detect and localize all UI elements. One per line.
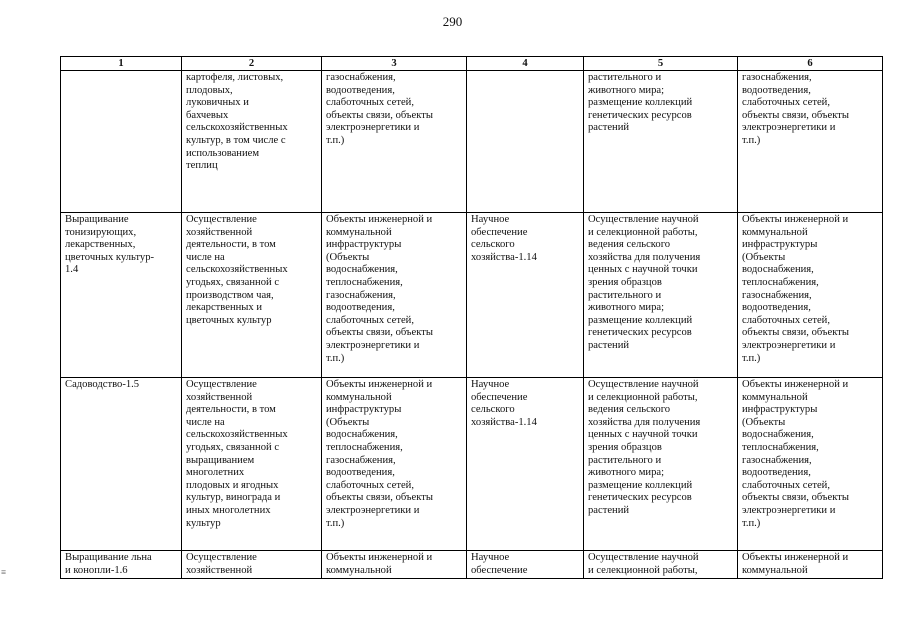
table-cell: [322, 551, 467, 579]
table-cell: [738, 378, 883, 551]
cell-text: Научное обеспечение: [471, 552, 528, 576]
table-cell: [738, 71, 883, 213]
table-cell: [738, 551, 883, 579]
cell-text: Осуществление хозяйственной деятельности, в том числе на сельскохозяйственных угодьях, связанной с производством чая, лекарственных и цветочных культур: [186, 214, 288, 326]
cell-text: Садоводство-1.5: [65, 379, 140, 390]
cell-text: растительного и животного мира; размещение коллекций генетических ресурсов растений: [588, 72, 693, 134]
cell-text: Объекты инженерной и коммунальной инфраструктуры (Объекты водоснабжения, теплоснабжения, газоснабжения, водоотведения, слаботочных сетей, объекты связи, объекты электроэнергетики и т.п.): [742, 379, 849, 529]
column-header: 6: [738, 57, 883, 71]
table-cell: [322, 213, 467, 378]
page-number: 290: [442, 14, 463, 29]
cell-text: Объекты инженерной и коммунальной инфраструктуры (Объекты водоснабжения, теплоснабжения, газоснабжения, водоотведения, слаботочных сетей, объекты связи, объекты электроэнергетики и т.п.): [326, 214, 433, 364]
table-cell: [61, 551, 182, 579]
table-cell: [467, 378, 584, 551]
table-cell: [584, 213, 738, 378]
column-header: 2: [182, 57, 322, 71]
table-cell: [322, 378, 467, 551]
cell-text: Объекты инженерной и коммунальной: [742, 552, 849, 576]
cell-text: Осуществление научной и селекционной работы,: [588, 552, 699, 576]
cell-text: Осуществление научной и селекционной работы, ведения сельского хозяйства для получения ценных с научной точки зрения образцов растительного и животного мира; размещение коллекций генетических ресурсов растений: [588, 214, 701, 351]
table-cell: [584, 551, 738, 579]
table-cell: [182, 213, 322, 378]
cell-text: Осуществление научной и селекционной работы, ведения сельского хозяйства для получения ценных с научной точки зрения образцов растительного и животного мира; размещение коллекций генетических ресурсов растений: [588, 379, 701, 516]
cell-text: Объекты инженерной и коммунальной инфраструктуры (Объекты водоснабжения, теплоснабжения, газоснабжения, водоотведения, слаботочных сетей, объекты связи, объекты электроэнергетики и т.п.): [742, 214, 849, 364]
table-cell: [467, 71, 584, 213]
cell-text: картофеля, листовых, плодовых, луковичных и бахчевых сельскохозяйственных культур, в том числе с использованием теплиц: [186, 72, 288, 172]
cell-text: газоснабжения, водоотведения, слаботочных сетей, объекты связи, объекты электроэнергетики и т.п.): [326, 72, 433, 146]
table-cell: [467, 551, 584, 579]
column-header: 3: [322, 57, 467, 71]
table-cell: [467, 213, 584, 378]
table-header-row: [61, 57, 883, 71]
table-cell: [182, 378, 322, 551]
land-use-table: [60, 56, 883, 579]
cell-text: Осуществление хозяйственной деятельности, в том числе на сельскохозяйственных угодьях, связанной с выращиванием многолетних плодовых и ягодных культур, винограда и иных многолетних культур: [186, 379, 288, 529]
table-cell: [584, 71, 738, 213]
cell-text: Выращивание льна и конопли-1.6: [65, 552, 152, 576]
table-cell: [61, 213, 182, 378]
cell-text: Объекты инженерной и коммунальной инфраструктуры (Объекты водоснабжения, теплоснабжения, газоснабжения, водоотведения, слаботочных сетей, объекты связи, объекты электроэнергетики и т.п.): [326, 379, 433, 529]
table-cell: [322, 71, 467, 213]
column-header: 4: [467, 57, 584, 71]
table-row: [61, 213, 883, 378]
cell-text: Выращивание тонизирующих, лекарственных, цветочных культур- 1.4: [65, 214, 155, 276]
table-cell: [182, 551, 322, 579]
table-cell: [738, 213, 883, 378]
scan-edge-mark-icon: ≡: [1, 567, 7, 577]
table-cell: [61, 378, 182, 551]
column-header: 1: [61, 57, 182, 71]
table-cell: [584, 378, 738, 551]
table-row: [61, 378, 883, 551]
table-row: [61, 551, 883, 579]
cell-text: Осуществление хозяйственной: [186, 552, 257, 576]
column-header: 5: [584, 57, 738, 71]
table-cell: [61, 71, 182, 213]
table-row: [61, 71, 883, 213]
cell-text: Объекты инженерной и коммунальной: [326, 552, 433, 576]
cell-text: Научное обеспечение сельского хозяйства-1.14: [471, 214, 537, 263]
table-cell: [182, 71, 322, 213]
cell-text: Научное обеспечение сельского хозяйства-1.14: [471, 379, 537, 428]
cell-text: газоснабжения, водоотведения, слаботочных сетей, объекты связи, объекты электроэнергетики и т.п.): [742, 72, 849, 146]
